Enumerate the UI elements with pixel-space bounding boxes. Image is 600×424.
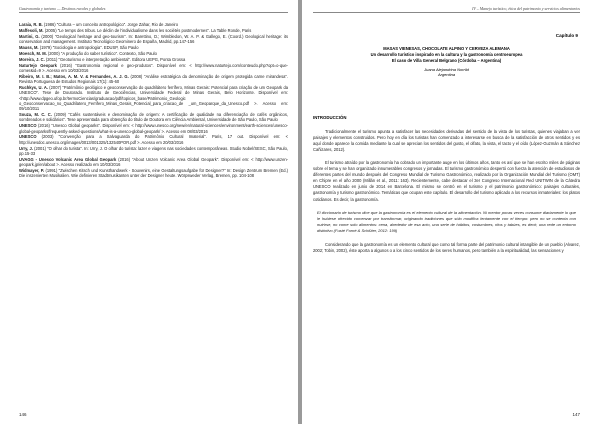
- reference-text: (1986) "Cultura – um conceito antropológico". Jorge Zahar, Rio de Janeiro: [43, 22, 179, 27]
- reference-author: UNESCO: [19, 134, 37, 140]
- reference-author: Martini, G.: [19, 33, 40, 39]
- author-block: [313, 67, 580, 78]
- author-country: Argentina: [437, 72, 456, 78]
- section-heading: INTRODUCCIÓN: [313, 114, 347, 120]
- reference-author: Urry, J.: [19, 145, 33, 151]
- title-line-3: El caso de Villa General Belgrano (Córdoba – Argentina): [391, 58, 502, 63]
- reference-entry: [19, 112, 288, 123]
- reference-text: (2001) "O olhar do turista". In: Urry, J. O olhar do turista: lazer e viagens nas sociedades contemporâneas. Studio Nobel/SESC, São Paulo, pp.15-33: [19, 145, 289, 156]
- left-page: [0, 0, 298, 424]
- reference-text: (2003) "Convenção para a Salvaguarda do Patrimônio Cultural Imaterial". Paris, 17 out. Disponível em: < http://unesdoc.unesco.org/images/0013/001325/132540POR.pdf >. Acesso em 20/03/2016: [19, 134, 288, 145]
- reference-entry: [19, 51, 288, 56]
- reference-entry: [19, 146, 288, 157]
- reference-author: Moreira, J. C.: [19, 56, 45, 62]
- reference-text: (2007) "Patrimônio geológico e geoconservação do quadrilátero ferrífero, Minas Gerais: Potencial para criação de um Geopark da UNESCO". Tese de Doutorado. Instituto de Geociências, Universidade Federal de Minas Gerais, Belo Horizonte. Disponível em:<http://www.dpgeo.ufop.br/termoCiencias/graduacao/pdf/topicos_base/Patrimonio_Geologic o_Geoconservacao_no_Quadrilatero_Ferrifero_Minas_Gerais_Potencial_para_criacao_de _um_Geoparque_da_Unesco.pdf >. Acesso em: 09/10/2011: [19, 85, 289, 112]
- chapter-label: Capítulo 9: [555, 33, 578, 38]
- title-line-2: Un desarrollo turístico inspirado en la cultura y la gastronomía centroeuropea: [370, 52, 523, 57]
- reference-entry: [19, 123, 288, 134]
- reference-text: (1979) "Sociologia e antropologia". EDUSP, São Paulo: [39, 44, 139, 50]
- reference-entry: [19, 34, 288, 45]
- right-page: [302, 0, 600, 424]
- reference-entry: [19, 45, 288, 50]
- page-number-left: 146: [19, 412, 27, 417]
- reference-entry: [19, 168, 288, 179]
- reference-entry: [19, 57, 288, 62]
- reference-text: (2009) "Cafés sustentáveis e denominação de origem: A certificação de qualidade na diferenciação de cafés orgânicos, sombreados e solidários". Tese apresentada para obtenção do título de Doutora em Ciência Ambiental, Universidade de São Paulo, São Paulo: [19, 112, 289, 123]
- author-name: Juana Alejandrina Norrild: [424, 67, 469, 72]
- title-line-1: MASAS VIENESAS, CHOCOLATE ALPINO Y CERVEZA ALEMANA: [383, 46, 510, 51]
- reference-author: Naturtejo Geopark: [19, 62, 57, 68]
- reference-entry: [19, 22, 288, 27]
- running-head-right: IV – Manejo turístico, ética del patrimonio y servicios alimentarios: [313, 6, 580, 13]
- reference-text: (2000) "A produção do saber turístico". Contexto, São Paulo: [47, 50, 157, 56]
- reference-entry: [19, 157, 288, 168]
- reference-author: Laraia, R. B.: [19, 22, 43, 27]
- reference-entry: [19, 134, 288, 145]
- reference-text: (2016) "Gastronomia regional e geo-produtos". Disponível em: < http://www.naturtejo.com/conteudo.php?opt=o-que-comer&id=9 >. Acesso em 10/03/2016: [19, 62, 289, 73]
- chapter-title: [313, 46, 580, 64]
- reference-author: UVAGG - Unesco Volcanic Area Global Geopark: [19, 156, 117, 162]
- block-quote: El diccionario de turismo dice que la gastronomía es el elemento cultural de la alimentación. Ni mentor pocas veces consume diariamente lo que le hubiese ofrecido comenzar por transformar, originando tradiciones que sólo modifica lentamente con el tiempo: pero no se contenta con nutrirse, no come solo alimentos: cena, alrededor de esa acto, una serie de hábitos, costumbres, ritos y tabúes, es decir, una rede un entorno distintivo (Fusté Forné & Schlüter, 2012: 199): [317, 209, 576, 233]
- running-head-left: Gastronomía y turismo — Destinos rurales y globales: [19, 6, 288, 13]
- paragraph-1: Tradicionalmente el turismo apunta a satisfacer las necesidades derivadas del sentido de la vista de los turistas, quienes viajaban a ver paisajes y elementos construidos. Pero hoy en día los turistas han comenzado a interesarse en busca de la satisfacción de otros sentidos y es aquí donde aparece la comida mediante la cual se aprecian los sentidos del gusto, el olfato, la vista, el tacto y el oído (López-Guzmán & Sánchez Cañizares, 2012).: [313, 128, 580, 152]
- reference-entry: [19, 63, 288, 74]
- reference-text: (2000) "Geological heritage and geo-tourism". In: Barettino, D.; Wimbledon, W. A. P. & Gallego, E. (Coord.) Geological heritage: its conservation and management. Instituto Tecnológico Geominero de España, Madrid, pp.147-156: [19, 33, 289, 45]
- reference-list: [19, 22, 288, 179]
- reference-author: Mauss, M.: [19, 44, 39, 50]
- reference-entry: [19, 74, 288, 85]
- reference-author: Ribeiro, M. I. B.; Matos, A. M. V. & Fernandes, A. J. G.: [19, 73, 129, 79]
- reference-author: Souza, M. C. C.: [19, 112, 52, 118]
- reference-author: Maffesoli, M.: [19, 27, 44, 33]
- reference-author: Widmayer, P.: [19, 168, 45, 174]
- page-number-right: 147: [572, 412, 580, 417]
- reference-author: Ruchkys, U. A.: [19, 85, 48, 91]
- reference-author: UNESCO: [19, 123, 37, 129]
- reference-text: (2011) "Geoturismo e interpretação ambiental". Editora UEPG, Ponta Grossa: [45, 56, 186, 62]
- reference-text: (2008) "Análise estratégica da denominação de origem protegida carne mirandesa". Revista Portuguesa de Estudos Regionais 17(1): 45-60: [19, 73, 288, 85]
- paragraph-4: Considerando que la gastronomía es un elemento cultural que como tal forma parte del patrimonio cultural intangible de un pueblo (Alvarez, 2002; Tobin, 2002), éste aporta a algunos o a los cinco sentidos de los seres humanos, pero también a la espiritualidad, las sensaciones y: [313, 241, 580, 253]
- reference-author: Moesch, M. M.: [19, 50, 47, 56]
- reference-text: (2016) "Unesco Global geoparks". Disponível em: < http://www.unesco.org/new/en/natural-sciences/environment/earth-sciences/unesco-global-geoparks/frequently-asked-questions/what-is-a-unesco-global-geopark/ >. Acesso em 08/03/2016: [19, 123, 289, 134]
- paragraph-2: El turismo atraído por la gastronomía ha cobrado un importante auge en los últimos años, tanto es así que se han escrito miles de páginas sobre el tema y se han organizado innumerables congresos y jornadas. El turismo gastronómico despertó con fuerza la atención de estudiosos de diferentes partes del mundo después del Congreso Mundial de Turismo Gastronómico, realizado por la Organización Mundial del Turismo (OMT) en Chipre en el año 2000 (Millán et al., 2011: 163). Recientemente, cabe destacar el 3er Congreso Internacional Red UNITWIN de la Cátedra UNESCO realizado en junio de 2014 en Barcelona. El mismo se centró en el turismo y el patrimonio gastronómico: paisajes culturales, gastronomía y turismo gastronómico. Temáticas que ocupan este capítulo. El desarrollo del turismo aplicado a los recursos inmateriales: los platos cotidianos. Es decir, la gastronomía.: [313, 159, 580, 202]
- reference-text: (2016) "About Unzen Volcanic Area Global Geopark". Disponível em: < http://www.unzen-geopark.jp/en/about >. Acesso realizado em 10/03/2016: [19, 156, 289, 168]
- reference-text: (2005) "Le temps des tribus. Le déclin de l'individualisme dans les sociétés postmodernes". La Table Ronde, Paris: [44, 27, 252, 33]
- reference-entry: [19, 28, 288, 33]
- reference-text: (1991) "Zwischen Kitsch und Kunsthandwerk - Souvenirs, eine Gestaltungsaufgabe für Designer?" In: Design Zentrum Bremen (Ed.) Die inszenierten Musikalien. Wie definieren Stadtmusikanten unter der Designer heute. Wörpsweder Verlag, Bremen, pp. 104-108: [19, 168, 289, 179]
- reference-entry: [19, 85, 288, 111]
